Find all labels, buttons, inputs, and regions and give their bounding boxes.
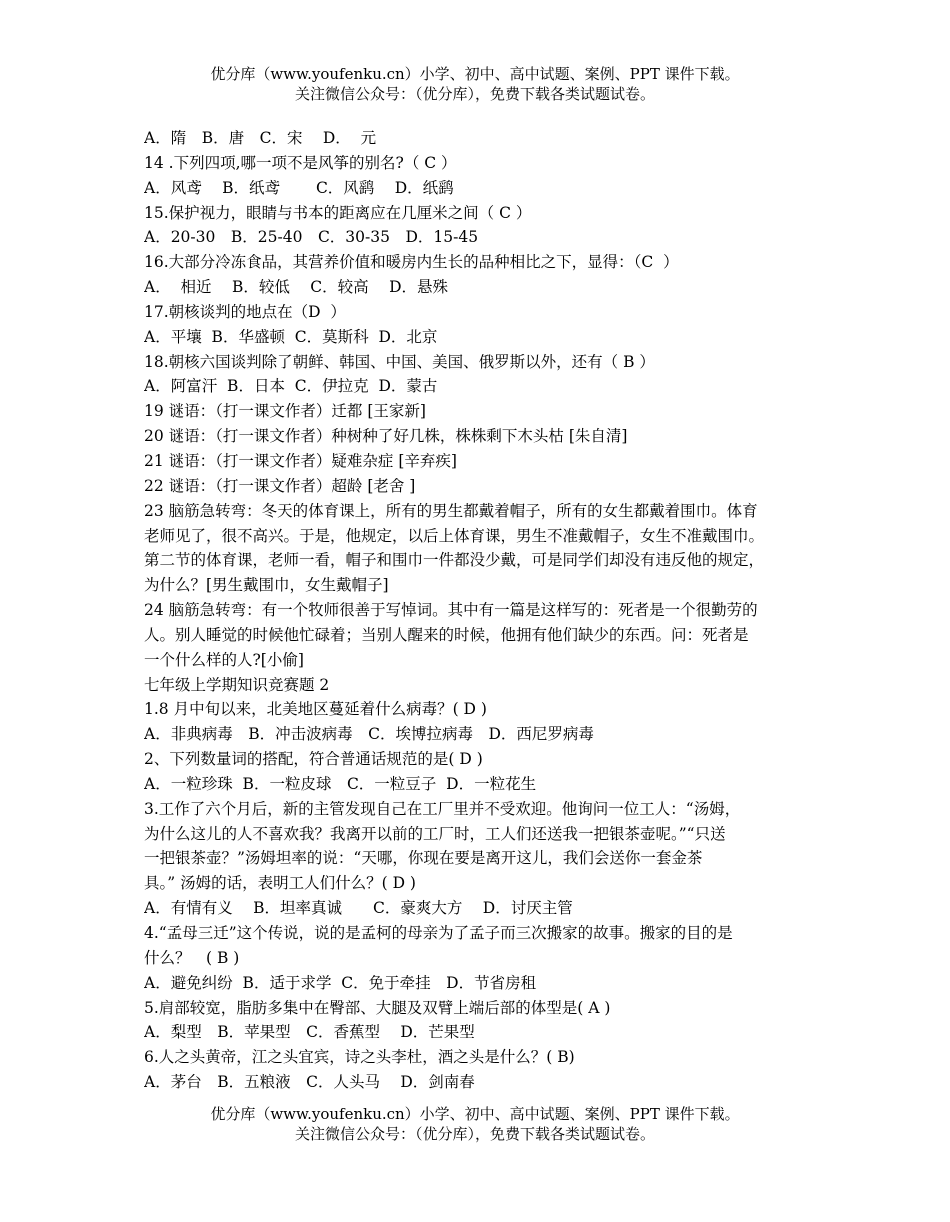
text-line: 6.人之头黄帝，江之头宜宾，诗之头李杜，酒之头是什么？( B) (144, 1048, 575, 1067)
text-line: 第二节的体育课，老师一看，帽子和围巾一件都没少戴，可是同学们却没有违反他的规定， (144, 551, 765, 570)
text-line: 一个什么样的人?[小偷] (144, 650, 304, 669)
text-line: A．阿富汗 B．日本 C．伊拉克 D．蒙古 (144, 377, 438, 396)
text-line: A．茅台 B．五粮液 C．人头马 D．剑南春 (144, 1073, 475, 1092)
text-line: A．非典病毒 B．冲击波病毒 C．埃博拉病毒 D．西尼罗病毒 (144, 725, 594, 744)
text-line: 什么？ ( B ) (144, 948, 240, 967)
text-line: 老师见了，很不高兴。于是，他规定，以后上体育课，男生不准戴帽子，女生不准戴围巾。 (144, 526, 765, 545)
text-line: 14 .下列四项,哪一项不是风筝的别名?（ C ） (144, 153, 457, 172)
text-line: 20 谜语：（打一课文作者）种树种了好几株，株株剩下木头枯 [朱自清] (144, 427, 628, 446)
text-line: 为什么？[男生戴围巾，女生戴帽子] (144, 576, 389, 595)
text-line: 2、下列数量词的搭配，符合普通话规范的是( D ) (144, 750, 483, 769)
text-line: 21 谜语：（打一课文作者）疑难杂症 [辛弃疾] (144, 451, 457, 470)
text-line: 18.朝核六国谈判除了朝鲜、韩国、中国、美国、俄罗斯以外，还有（ B ） (144, 352, 655, 371)
text-line: A．20-30 B．25-40 C．30-35 D．15-45 (144, 228, 479, 247)
text-line: 24 脑筋急转弯：有一个牧师很善于写悼词。其中有一篇是这样写的：死者是一个很勤劳的 (144, 601, 758, 620)
text-line: 5.肩部较宽，脂肪多集中在臀部、大腿及双臂上端后部的体型是( A ) (144, 998, 611, 1017)
text-line: 3.工作了六个月后，新的主管发现自己在工厂里并不受欢迎。他询问一位工人：“汤姆， (144, 799, 741, 818)
text-line: A．风鸢 B．纸鸢 C．风鹞 D．纸鹞 (144, 178, 454, 197)
footer-line-2: 关注微信公众号：（优分库），免费下载各类试题试卷。 (294, 1125, 655, 1143)
text-line: 1.8 月中旬以来，北美地区蔓延着什么病毒？( D ) (144, 700, 487, 719)
text-line: A．隋 B．唐 C．宋 D． 元 (144, 129, 377, 147)
text-line: 七年级上学期知识竞赛题 2 (144, 675, 330, 694)
page-header (0, 64, 950, 104)
text-line: A．避免纠纷 B．适于求学 C．免于牵挂 D．节省房租 (144, 973, 537, 992)
text-line: A．平壤 B．华盛顿 C．莫斯科 D．北京 (144, 327, 438, 346)
text-line: 19 谜语：（打一课文作者）迁都 [王家新] (144, 402, 426, 421)
text-line: 16.大部分冷冻食品，其营养价值和暖房内生长的品种相比之下，显得：（C ） (144, 253, 679, 272)
text-line: A．梨型 B．苹果型 C．香蕉型 D．芒果型 (144, 1023, 475, 1042)
page-footer (0, 1104, 950, 1144)
text-line: 22 谜语：（打一课文作者）超龄 [老舍 ] (144, 476, 416, 495)
text-line: 人。别人睡觉的时候他忙碌着；当别人醒来的时候，他拥有他们缺少的东西。问：死者是 (144, 625, 749, 644)
text-line: 15.保护视力，眼睛与书本的距离应在几厘米之间（ C ） (144, 203, 532, 222)
text-line: 具。” 汤姆的话，表明工人们什么？( D ) (144, 874, 416, 893)
text-line: 一把银茶壶？”汤姆坦率的说：“天哪，你现在要是离开这儿，我们会送你一套金茶 (144, 849, 703, 868)
text-line: 为什么这儿的人不喜欢我？我离开以前的工厂时，工人们还送我一把银茶壶呢。”“只送 (144, 824, 726, 843)
header-line-2: 关注微信公众号：（优分库），免费下载各类试题试卷。 (294, 85, 655, 103)
text-line: A．有情有义 B．坦率真诚 C．豪爽大方 D．讨厌主管 (144, 899, 573, 918)
text-line: 4.“孟母三迁”这个传说，说的是孟柯的母亲为了孟子而三次搬家的故事。搬家的目的是 (144, 924, 733, 942)
text-line: 17.朝核谈判的地点在（D ） (144, 302, 346, 321)
text-line: A．一粒珍珠 B．一粒皮球 C．一粒豆子 D．一粒花生 (144, 774, 537, 793)
header-line-1: 优分库（www.youfenku.cn）小学、初中、高中试题、案例、PPT 课件下载。 (210, 65, 740, 83)
text-line: A． 相近 B．较低 C．较高 D．悬殊 (144, 278, 449, 297)
document-body (144, 126, 824, 1095)
text-line: 23 脑筋急转弯：冬天的体育课上，所有的男生都戴着帽子，所有的女生都戴着围巾。体育 (144, 501, 758, 520)
footer-line-1: 优分库（www.youfenku.cn）小学、初中、高中试题、案例、PPT 课件下载。 (210, 1105, 740, 1123)
